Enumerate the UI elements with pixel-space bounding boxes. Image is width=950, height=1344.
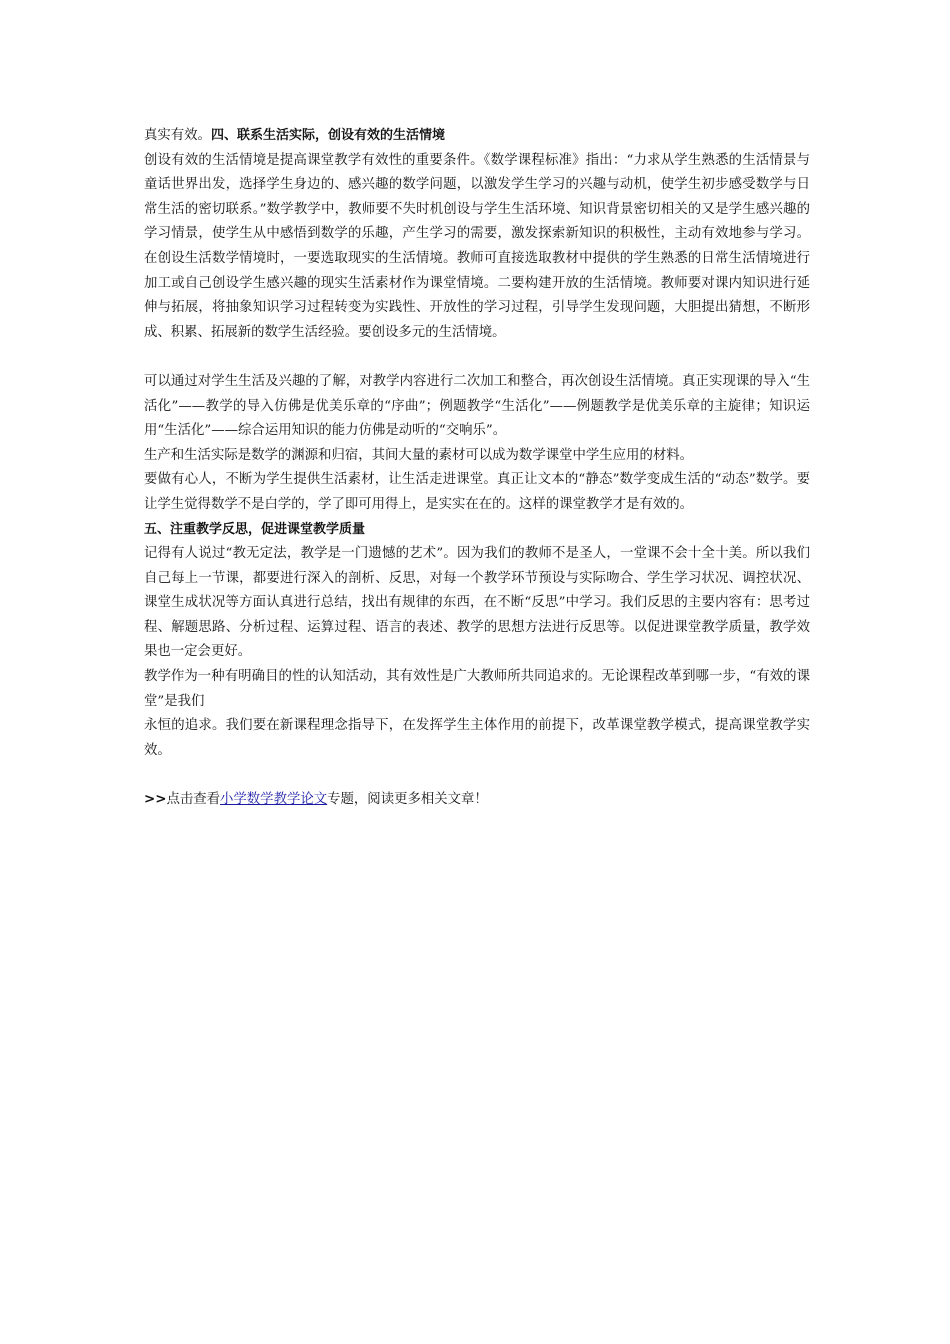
section5-paragraph-1: 记得有人说过“教无定法，教学是一门遗憾的艺术”。因为我们的教师不是圣人，一堂课不会十全十美。所以我们自己每上一节课，都要进行深入的剖析、反思，对每一个教学环节预设与实际吻合、学生学习状况、调控状况、课堂生成状况等方面认真进行总结，找出有规律的东西，在不断“反思”中学习。我们反思的主要内容有：思考过程、解题思路、分析过程、运算过程、语言的表述、教学的思想方法进行反思等。以促进课堂教学质量，教学效果也一定会更好。 xyxy=(144,546,810,660)
intro-text: 真实有效。 xyxy=(144,128,211,143)
section4-paragraph-3: 生产和生活实际是数学的渊源和归宿，其间大量的素材可以成为数学课堂中学生应用的材料。 xyxy=(144,447,694,463)
paragraph-spacer xyxy=(144,345,810,370)
section5-heading: 五、注重教学反思，促进课堂教学质量 xyxy=(144,521,366,537)
section5-paragraph-3: 永恒的追求。我们要在新课程理念指导下，在发挥学生主体作用的前提下，改革课堂教学模式，提高课堂教学实效。 xyxy=(144,718,810,758)
footer-text-before: 点击查看 xyxy=(166,792,221,808)
footer-prefix: >> xyxy=(144,792,167,808)
section4-intro-line xyxy=(144,124,810,149)
document-body xyxy=(144,124,810,813)
paragraph-spacer xyxy=(144,763,810,788)
section5-paragraph-2: 教学作为一种有明确目的性的认知活动，其有效性是广大教师所共同追求的。无论课程改革到哪一步，“有效的课堂”是我们 xyxy=(144,669,810,709)
section4-heading: 四、联系生活实际，创设有效的生活情境 xyxy=(210,128,445,143)
section4-paragraph-2: 可以通过对学生生活及兴趣的了解，对教学内容进行二次加工和整合，再次创设生活情境。真正实现课的导入“生活化”——教学的导入仿佛是优美乐章的“序曲”；例题教学“生活化”——例题教学是优美乐章的主旋律；知识运用“生活化”——综合运用知识的能力仿佛是动听的“交响乐”。 xyxy=(144,373,810,439)
footer-line xyxy=(144,788,810,813)
section4-paragraph-4: 要做有心人，不断为学生提供生活素材，让生活走进课堂。真正让文本的“静态”数学变成生活的“动态”数学。要让学生觉得数学不是白学的，学了即可用得上，是实实在在的。这样的课堂教学才是有效的。 xyxy=(144,472,810,512)
footer-text-after: 专题，阅读更多相关文章！ xyxy=(327,792,488,808)
section4-paragraph-1: 创设有效的生活情境是提高课堂教学有效性的重要条件。《数学课程标准》指出：“力求从学生熟悉的生活情景与童话世界出发，选择学生身边的、感兴趣的数学问题，以激发学生学习的兴趣与动机，使学生初步感受数学与日常生活的密切联系。”数学教学中，教师要不失时机创设与学生生活环境、知识背景密切相关的又是学生感兴趣的学习情景，使学生从中感悟到数学的乐趣，产生学习的需要，激发探索新知识的积极性，主动有效地参与学习。在创设生活数学情境时，一要选取现实的生活情境。教师可直接选取教材中提供的学生熟悉的日常生活情境进行加工或自己创设学生感兴趣的现实生活素材作为课堂情境。二要构建开放的生活情境。教师要对课内知识进行延伸与拓展，将抽象知识学习过程转变为实践性、开放性的学习过程，引导学生发现问题，大胆提出猜想，不断形成、积累、拓展新的数学生活经验。要创设多元的生活情境。 xyxy=(144,152,810,340)
topic-link[interactable]: 小学数学教学论文 xyxy=(220,792,328,808)
